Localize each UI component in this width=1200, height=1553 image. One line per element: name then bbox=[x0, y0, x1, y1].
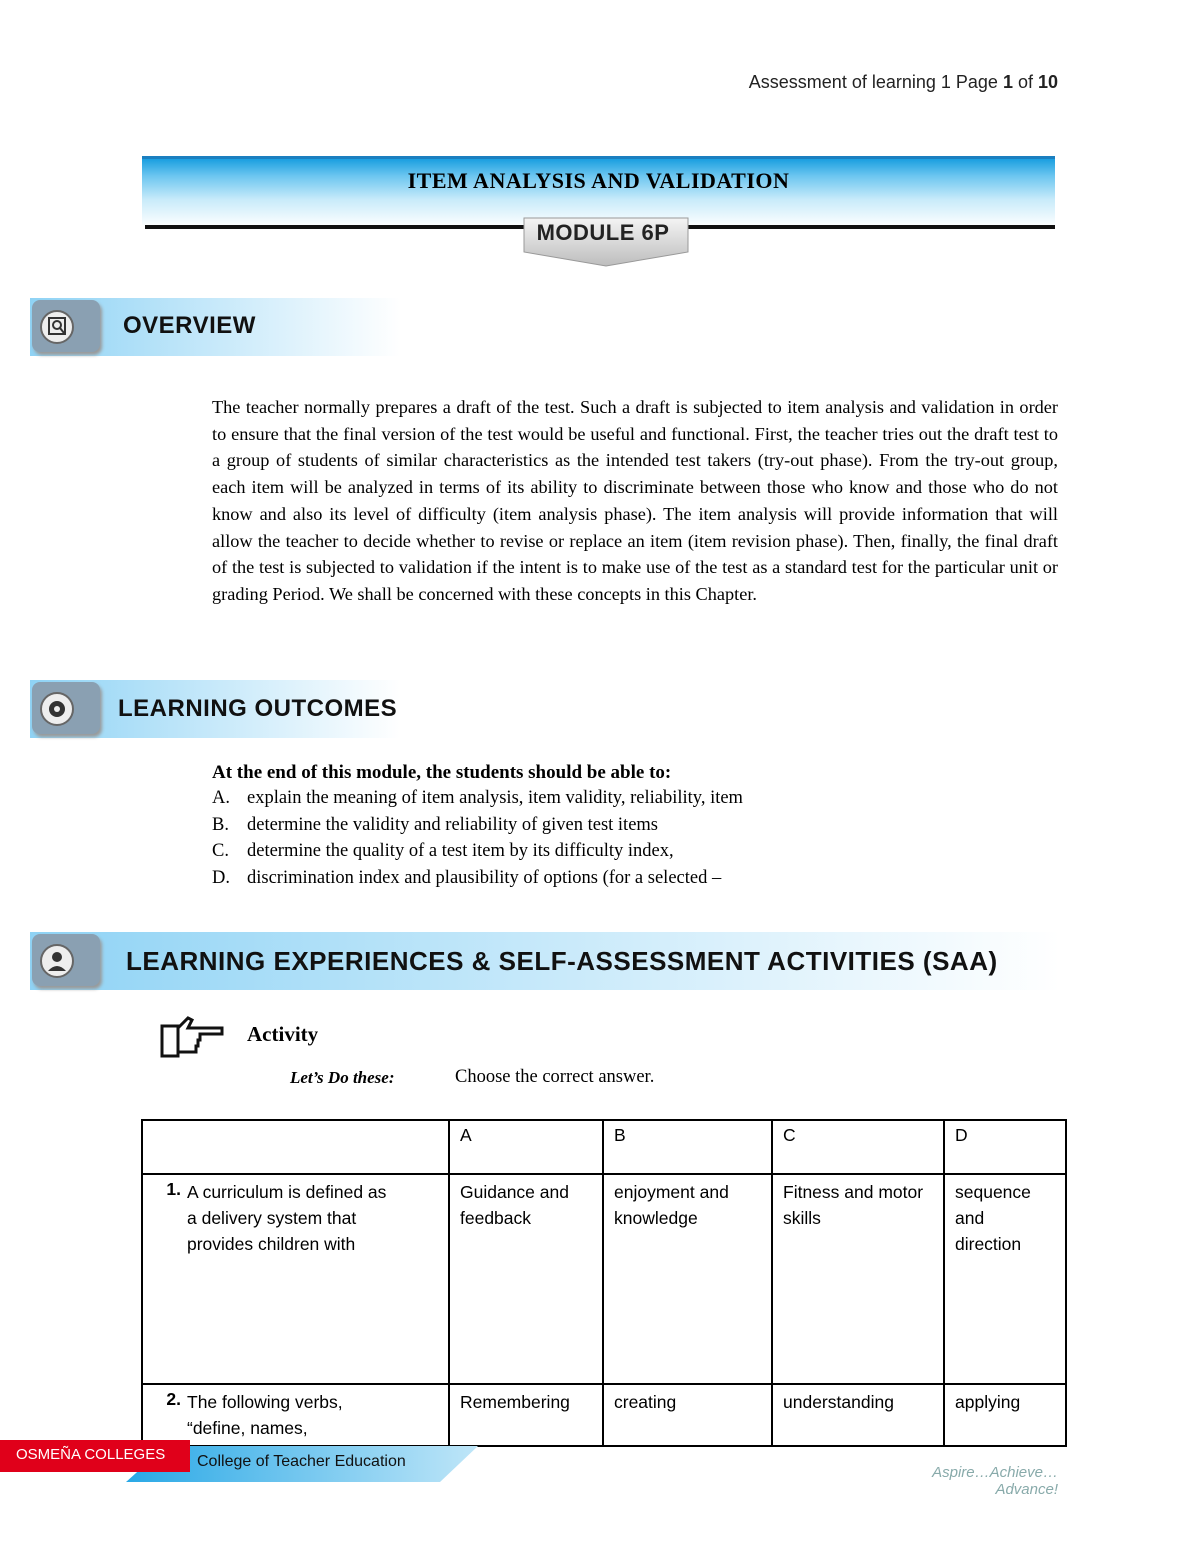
list-item bbox=[212, 868, 1072, 895]
table-row bbox=[142, 1174, 1066, 1384]
header-cell-b: B bbox=[603, 1120, 772, 1174]
outcomes-heading: LEARNING OUTCOMES bbox=[118, 695, 398, 722]
option-b[interactable]: enjoyment and knowledge bbox=[603, 1174, 772, 1384]
lets-do-label: Let’s Do these: bbox=[290, 1068, 395, 1087]
header-cell-c: C bbox=[772, 1120, 944, 1174]
item-letter: B. bbox=[212, 814, 229, 835]
item-letter: D. bbox=[212, 867, 230, 888]
page-total: 10 bbox=[1037, 72, 1058, 92]
school-name: OSMEÑA COLLEGES bbox=[16, 1446, 166, 1463]
overview-heading: OVERVIEW bbox=[123, 312, 256, 339]
header-prefix: Assessment of learning 1 Page bbox=[748, 72, 1003, 92]
question-cell bbox=[142, 1174, 449, 1384]
list-item bbox=[212, 788, 1072, 815]
target-icon bbox=[40, 692, 74, 726]
pointing-hand-icon bbox=[158, 1012, 228, 1060]
outcome-list bbox=[212, 788, 1072, 894]
college-name: College of Teacher Education bbox=[197, 1453, 406, 1470]
magnifier-person-icon bbox=[40, 310, 74, 344]
page-number: 1 bbox=[1002, 72, 1013, 92]
item-letter: C. bbox=[212, 841, 229, 862]
option-a[interactable]: Remembering bbox=[449, 1384, 603, 1446]
module-title: ITEM ANALYSIS AND VALIDATION bbox=[407, 168, 790, 193]
header-cell-d: D bbox=[944, 1120, 1066, 1174]
option-c[interactable]: understanding bbox=[772, 1384, 944, 1446]
footer-tagline: Aspire…Achieve…Advance! bbox=[932, 1464, 1058, 1498]
item-text: explain the meaning of item analysis, item validity, reliability, item bbox=[247, 788, 743, 808]
module-label: MODULE 6P bbox=[536, 220, 670, 245]
item-text: determine the quality of a test item by its difficulty index, bbox=[247, 841, 674, 862]
option-b[interactable]: creating bbox=[603, 1384, 772, 1446]
item-letter: A. bbox=[212, 788, 230, 808]
quiz-table bbox=[141, 1119, 1067, 1447]
person-gear-icon bbox=[40, 944, 74, 978]
question-text: The following verbs, “define, names, bbox=[187, 1392, 343, 1438]
option-c[interactable]: Fitness and motor skills bbox=[772, 1174, 944, 1384]
option-a[interactable]: Guidance and feedback bbox=[449, 1174, 603, 1384]
table-row bbox=[142, 1384, 1066, 1446]
item-text: discrimination index and plausibility of options (for a selected – bbox=[247, 867, 722, 888]
experiences-heading: LEARNING EXPERIENCES & SELF-ASSESSMENT ACTIVITIES (SAA) bbox=[126, 946, 998, 976]
header-of: of bbox=[1012, 72, 1038, 92]
overview-paragraph: The teacher normally prepares a draft of the test. Such a draft is subjected to item analysis and validation in order to ensure that the final version of the test would be useful and functional. First, the teacher tries out the draft test to a group of students of similar characteristics as the intended test takers (try-out phase). From the try-out group, each item will be analyzed in terms of its ability to discriminate between those who know and those who do not know and also its level of difficulty (item analysis phase). The item analysis will provide information that will allow the teacher to decide whether to revise or replace an item (item revision phase). Then, finally, the final draft of the test is subjected to validation if the intent is to make use of the test as a standard test for the particular unit or grading Period. We shall be concerned with these concepts in this Chapter. bbox=[212, 397, 1058, 604]
option-d[interactable]: applying bbox=[944, 1384, 1066, 1446]
instruction-text: Choose the correct answer. bbox=[455, 1067, 655, 1087]
question-cell bbox=[142, 1384, 449, 1446]
list-item bbox=[212, 841, 1072, 868]
question-number: 1. bbox=[166, 1179, 181, 1199]
list-item bbox=[212, 815, 1072, 842]
question-number: 2. bbox=[166, 1389, 181, 1409]
header-cell-blank bbox=[142, 1120, 449, 1174]
table-header-row bbox=[142, 1120, 1066, 1174]
item-text: determine the validity and reliability of given test items bbox=[247, 814, 659, 835]
option-d[interactable]: sequence and direction bbox=[944, 1174, 1066, 1384]
activity-label: Activity bbox=[247, 1022, 319, 1046]
question-text: A curriculum is defined as a delivery system that provides children with bbox=[187, 1182, 387, 1254]
header-cell-a: A bbox=[449, 1120, 603, 1174]
outcomes-intro: At the end of this module, the students should be able to: bbox=[212, 762, 672, 783]
page-header bbox=[600, 72, 1058, 93]
